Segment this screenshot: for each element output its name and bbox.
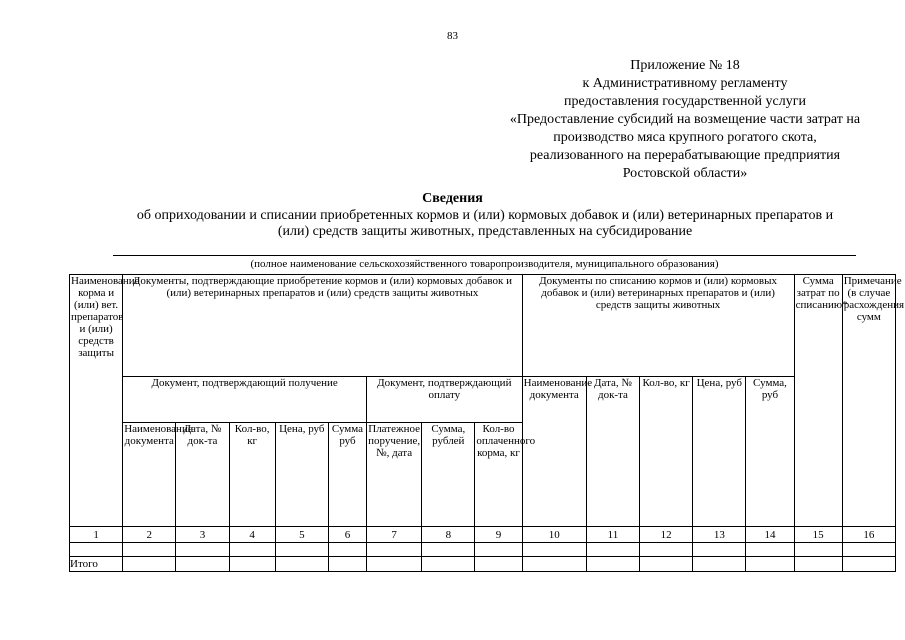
document-subtitle xyxy=(95,208,875,240)
table-cell xyxy=(123,557,176,572)
column-number: 6 xyxy=(328,527,366,543)
table-cell xyxy=(842,543,895,557)
table-cell xyxy=(176,543,229,557)
column-number: 14 xyxy=(746,527,794,543)
header-receipt-sum: Сумма руб xyxy=(328,423,366,527)
subtitle-line: (или) средств защиты животных, представленных на субсидирование xyxy=(277,224,693,239)
table-cell xyxy=(693,543,746,557)
producer-name-caption: (полное наименование сельскохозяйственного товаропроизводителя, муниципального образования) xyxy=(250,258,719,270)
table-cell xyxy=(693,557,746,572)
appendix-line: «Предоставление субсидий на возмещение части затрат на xyxy=(509,112,861,127)
table-cell xyxy=(794,557,842,572)
header-receipt-price: Цена, руб xyxy=(275,423,328,527)
appendix-header xyxy=(465,57,905,183)
total-row xyxy=(70,557,896,572)
column-number: 11 xyxy=(586,527,639,543)
column-number: 2 xyxy=(123,527,176,543)
header-payment-sum: Сумма, рублей xyxy=(422,423,475,527)
header-receipt-qty: Кол-во, кг xyxy=(229,423,275,527)
column-number: 16 xyxy=(842,527,895,543)
column-number: 13 xyxy=(693,527,746,543)
page-number: 83 xyxy=(447,30,458,42)
table-cell xyxy=(328,557,366,572)
data-table xyxy=(69,274,905,572)
header-writeoff-doc-date: Дата, № док-та xyxy=(586,377,639,527)
table-cell xyxy=(475,557,522,572)
column-number: 8 xyxy=(422,527,475,543)
column-number: 12 xyxy=(640,527,693,543)
header-writeoff-docs: Документы по списанию кормов и (или) кормовых добавок и (или) ветеринарных препаратов и (или) средств защиты животных xyxy=(522,275,794,377)
appendix-line: реализованного на перерабатывающие предприятия xyxy=(529,148,841,163)
document-title: Сведения xyxy=(422,191,483,206)
table-cell xyxy=(275,557,328,572)
column-number: 7 xyxy=(367,527,422,543)
table-cell xyxy=(640,543,693,557)
table-cell xyxy=(586,557,639,572)
column-number: 15 xyxy=(794,527,842,543)
header-item-name: Наименование корма и (или) вет. препаратов и (или) средств защиты xyxy=(70,275,123,527)
header-acquisition-docs: Документы, подтверждающие приобретение кормов и (или) кормовых добавок и (или) ветеринарных препаратов и (или) средств защиты животных xyxy=(123,275,522,377)
table-cell xyxy=(70,543,123,557)
producer-name-line xyxy=(113,255,856,256)
appendix-line: предоставления государственной услуги xyxy=(564,94,806,109)
table-cell xyxy=(640,557,693,572)
table-cell xyxy=(586,543,639,557)
column-number: 1 xyxy=(70,527,123,543)
column-number: 5 xyxy=(275,527,328,543)
table-cell xyxy=(522,543,586,557)
header-writeoff-sum: Сумма затрат по списанию* xyxy=(794,275,842,527)
table-cell xyxy=(275,543,328,557)
column-number: 4 xyxy=(229,527,275,543)
appendix-line: к Административному регламенту xyxy=(582,76,788,91)
table-cell xyxy=(367,543,422,557)
appendix-line: Приложение № 18 xyxy=(630,58,740,73)
header-receipt-doc: Документ, подтверждающий получение xyxy=(123,377,367,423)
column-number: 9 xyxy=(475,527,522,543)
table-cell xyxy=(842,557,895,572)
table-cell xyxy=(746,557,794,572)
header-writeoff-doc-name: Наименование документа xyxy=(522,377,586,527)
table-cell xyxy=(794,543,842,557)
header-writeoff-qty: Кол-во, кг xyxy=(640,377,693,527)
appendix-line: Ростовской области» xyxy=(622,166,748,181)
column-number: 10 xyxy=(522,527,586,543)
header-receipt-doc-name: Наименование документа xyxy=(123,423,176,527)
table-cell xyxy=(367,557,422,572)
subtitle-line: об оприходовании и списании приобретенных кормов и (или) кормовых добавок и (или) ветеринарных препаратов и xyxy=(136,208,834,223)
header-paid-qty: Кол-во оплаченного корма, кг xyxy=(475,423,522,527)
header-writeoff-sum: Сумма, руб xyxy=(746,377,794,527)
column-number: 3 xyxy=(176,527,229,543)
table-cell xyxy=(522,557,586,572)
table-cell xyxy=(229,557,275,572)
header-payment-order: Платежное поручение, №, дата xyxy=(367,423,422,527)
table-cell xyxy=(123,543,176,557)
header-note: Примечание (в случае расхождения сумм xyxy=(842,275,895,527)
table-cell xyxy=(475,543,522,557)
header-receipt-doc-date: Дата, № док-та xyxy=(176,423,229,527)
table-cell xyxy=(746,543,794,557)
header-writeoff-price: Цена, руб xyxy=(693,377,746,527)
column-number-row xyxy=(70,527,896,543)
table-row xyxy=(70,543,896,557)
table-cell xyxy=(422,543,475,557)
total-label: Итого xyxy=(70,557,123,572)
table-cell xyxy=(229,543,275,557)
table-cell xyxy=(176,557,229,572)
table-cell xyxy=(422,557,475,572)
appendix-line: производство мяса крупного рогатого скота, xyxy=(553,130,817,145)
header-payment-doc: Документ, подтверждающий оплату xyxy=(367,377,523,423)
table-cell xyxy=(328,543,366,557)
